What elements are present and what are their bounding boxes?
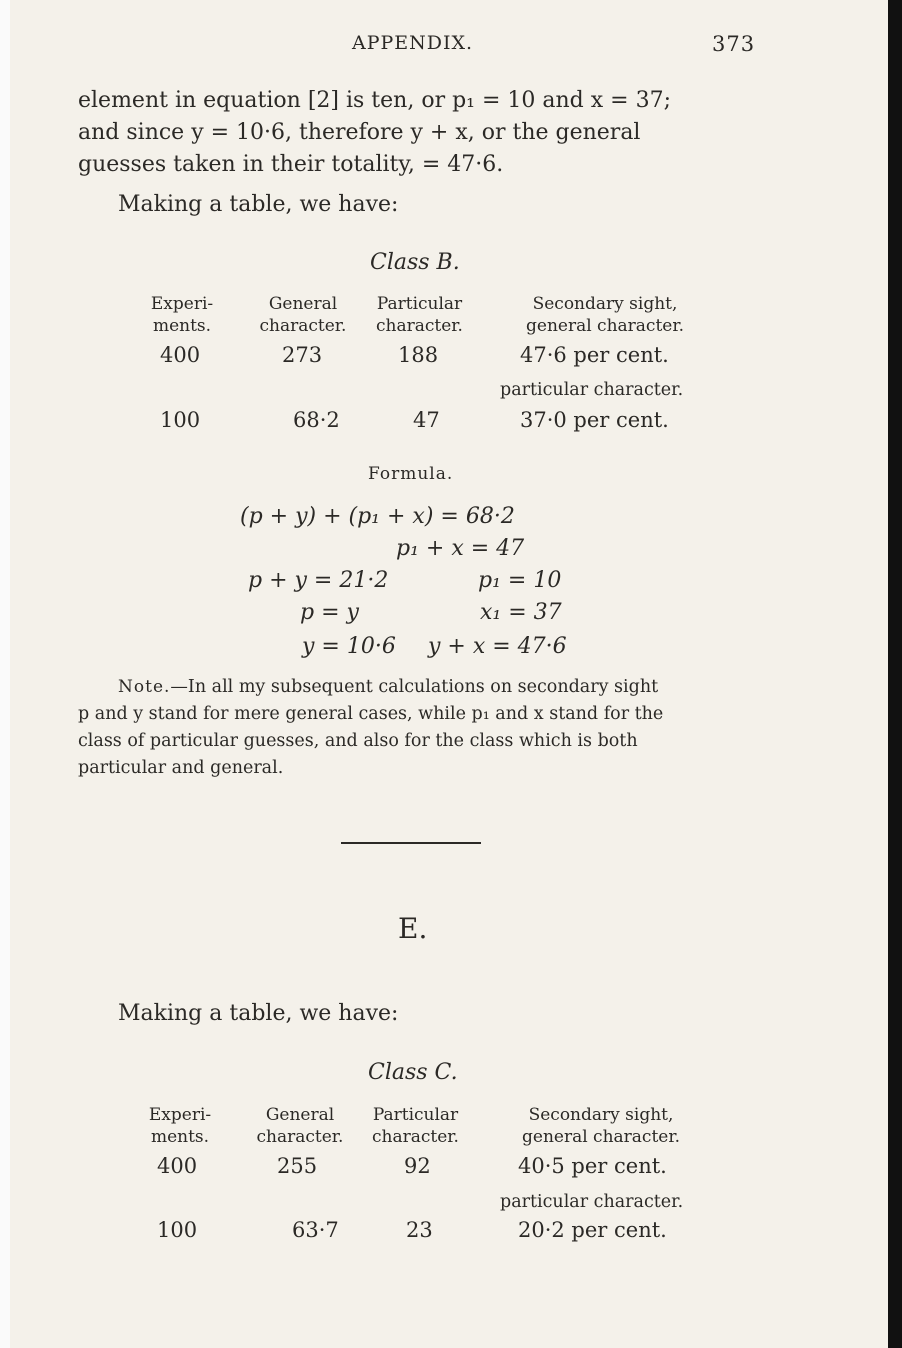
class-c-sub-label: particular character. bbox=[500, 1192, 684, 1212]
class-b-row1-experiments: 400 bbox=[160, 343, 201, 367]
header-line: Particular bbox=[376, 294, 463, 314]
class-c-row1-secondary: 40·5 per cent. bbox=[518, 1154, 667, 1178]
class-c-header-particular bbox=[358, 1104, 473, 1148]
header-line: general character. bbox=[522, 1127, 680, 1147]
header-line: Secondary sight, bbox=[532, 294, 678, 314]
header-line: General bbox=[268, 294, 338, 314]
header-line: ments. bbox=[150, 1127, 210, 1147]
formula-eq-1: (p + y) + (p₁ + x) = 68·2 bbox=[240, 504, 515, 529]
class-b-row2-particular: 47 bbox=[413, 408, 440, 432]
note-line-2: p and y stand for mere general cases, while p₁ and x stand for the bbox=[78, 704, 664, 724]
header-line: Experi- bbox=[150, 294, 214, 314]
header-line: character. bbox=[259, 316, 347, 336]
class-c-row2-general: 63·7 bbox=[292, 1218, 339, 1242]
class-c-row1-experiments: 400 bbox=[157, 1154, 198, 1178]
header-line: Particular bbox=[372, 1105, 459, 1125]
class-c-header-experiments bbox=[130, 1104, 230, 1148]
formula-eq-4a: p = y bbox=[300, 600, 359, 625]
running-head-title: APPENDIX. bbox=[352, 32, 474, 54]
note-line-3: class of particular guesses, and also for the class which is both bbox=[78, 731, 638, 751]
class-b-row2-secondary: 37·0 per cent. bbox=[520, 408, 669, 432]
formula-eq-4b: x₁ = 37 bbox=[480, 600, 562, 625]
class-b-row1-secondary: 47·6 per cent. bbox=[520, 343, 669, 367]
class-b-title: Class B. bbox=[370, 250, 460, 275]
header-line: character. bbox=[256, 1127, 344, 1147]
intro-line-3: guesses taken in their totality, = 47·6. bbox=[78, 152, 504, 177]
header-line: character. bbox=[376, 316, 463, 336]
class-c-row1-general: 255 bbox=[277, 1154, 318, 1178]
intro-line-1: element in equation [2] is ten, or p₁ = 10 and x = 37; bbox=[78, 88, 671, 113]
making-table-text-2: Making a table, we have: bbox=[118, 1001, 399, 1026]
note-line-1 bbox=[118, 674, 658, 701]
class-c-row2-secondary: 20·2 per cent. bbox=[518, 1218, 667, 1242]
formula-eq-3a: p + y = 21·2 bbox=[248, 568, 389, 593]
section-divider bbox=[341, 842, 481, 844]
class-c-row1-particular: 92 bbox=[404, 1154, 431, 1178]
note-line-1-text: —In all my subsequent calculations on secondary sight bbox=[170, 677, 659, 697]
class-c-header-general bbox=[245, 1104, 355, 1148]
formula-heading: Formula. bbox=[368, 464, 454, 484]
header-line: general character. bbox=[526, 316, 684, 336]
class-c-row2-particular: 23 bbox=[406, 1218, 433, 1242]
formula-eq-2: p₁ + x = 47 bbox=[396, 536, 525, 561]
header-line: Secondary sight, bbox=[528, 1105, 674, 1125]
intro-line-2: and since y = 10·6, therefore y + x, or the general bbox=[78, 120, 641, 145]
page-number: 373 bbox=[712, 32, 756, 56]
class-b-row1-particular: 188 bbox=[398, 343, 439, 367]
making-table-text-1: Making a table, we have: bbox=[118, 192, 399, 217]
header-line: General bbox=[265, 1105, 335, 1125]
class-c-row2-experiments: 100 bbox=[157, 1218, 198, 1242]
class-b-row1-general: 273 bbox=[282, 343, 323, 367]
section-letter: E. bbox=[398, 912, 428, 945]
header-line: Experi- bbox=[148, 1105, 212, 1125]
class-b-row2-experiments: 100 bbox=[160, 408, 201, 432]
class-b-header-secondary bbox=[500, 293, 710, 337]
scan-dark-edge bbox=[888, 0, 902, 1348]
header-line: character. bbox=[372, 1127, 459, 1147]
page-left-margin bbox=[0, 0, 10, 1348]
header-line: ments. bbox=[152, 316, 212, 336]
class-b-header-particular bbox=[362, 293, 477, 337]
class-c-title: Class C. bbox=[368, 1060, 458, 1085]
class-b-sub-label: particular character. bbox=[500, 380, 684, 400]
class-c-header-secondary bbox=[496, 1104, 706, 1148]
class-b-row2-general: 68·2 bbox=[293, 408, 340, 432]
note-line-4: particular and general. bbox=[78, 758, 284, 778]
formula-eq-3b: p₁ = 10 bbox=[478, 568, 562, 593]
formula-eq-5a: y = 10·6 bbox=[302, 634, 396, 659]
class-b-header-general bbox=[248, 293, 358, 337]
class-b-header-experiments bbox=[132, 293, 232, 337]
formula-eq-5b: y + x = 47·6 bbox=[428, 634, 567, 659]
note-lead: Note. bbox=[118, 677, 171, 697]
